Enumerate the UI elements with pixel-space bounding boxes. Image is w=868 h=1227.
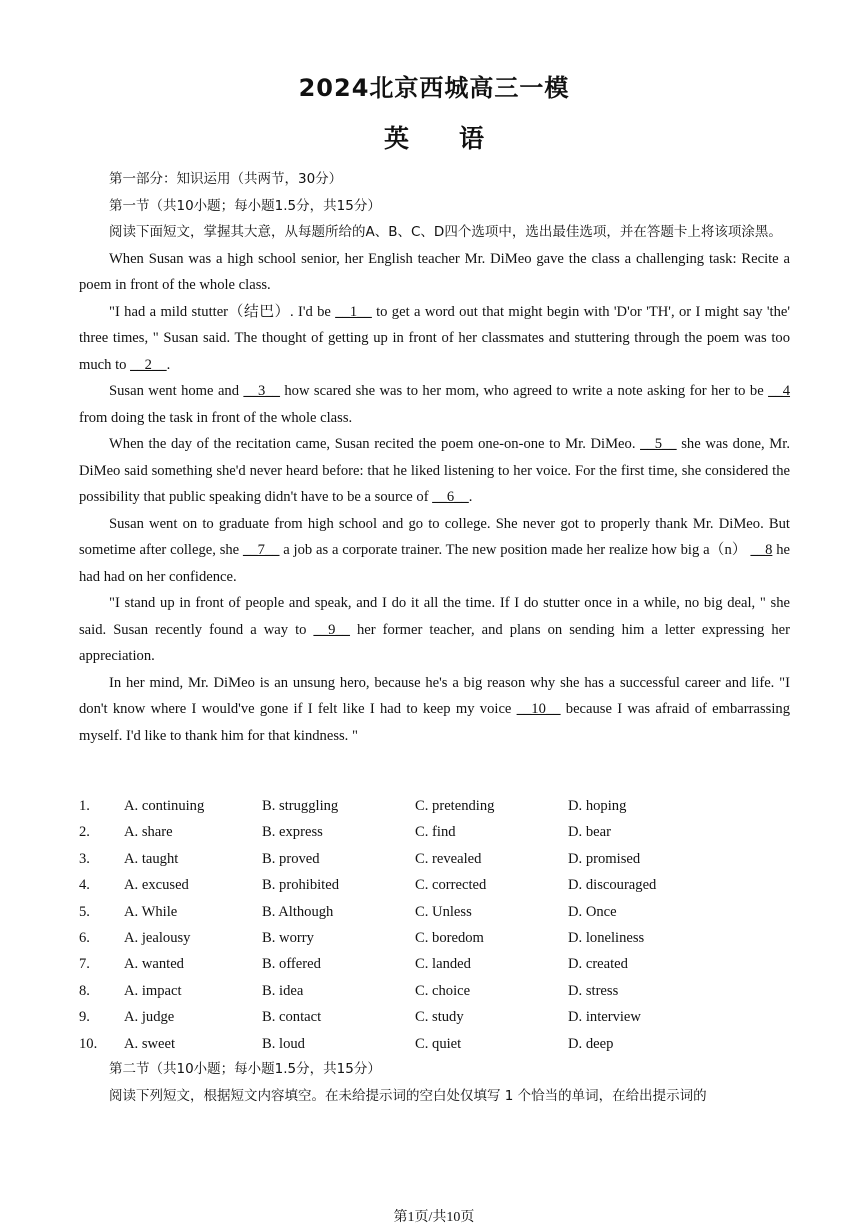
passage-text: a job as a corporate trainer. The new position made her realize how big a（n） — [279, 542, 751, 558]
passage-paragraph — [79, 670, 790, 750]
section2-heading: 第二节（共10小题；每小题1.5分，共15分） — [109, 1061, 381, 1077]
blank-5: __5__ — [640, 436, 677, 452]
option-a: A. share — [124, 824, 173, 841]
subject-title: 英语 — [383, 124, 534, 153]
option-a: A. judge — [124, 1009, 175, 1026]
option-b: B. Although — [262, 903, 334, 920]
section1-heading: 第一节（共10小题；每小题1.5分，共15分） — [109, 197, 381, 214]
question-number: 7. — [79, 956, 90, 973]
blank-2: __2__ — [130, 356, 167, 373]
question-number: 8. — [79, 982, 90, 999]
option-c: C. quiet — [415, 1035, 462, 1052]
option-b: B. worry — [262, 929, 314, 946]
question-number: 6. — [79, 929, 90, 946]
option-d: D. promised — [568, 850, 641, 867]
option-c: C. Unless — [415, 903, 472, 920]
passage-paragraph — [79, 431, 790, 511]
passage-paragraph — [79, 378, 790, 431]
question-number: 3. — [79, 850, 90, 867]
question-number: 2. — [79, 824, 90, 841]
option-c: C. choice — [415, 982, 471, 999]
blank-1: __1__ — [335, 303, 372, 320]
passage-text: to get a word out that might begin with 'D'or 'TH', or I might say 'the' three times, " Susan said. The thought of getting up in front of her classmates and stuttering through the poem was too much to — [79, 303, 790, 373]
option-b: B. offered — [262, 956, 321, 973]
passage-text: . — [468, 489, 473, 505]
page-number: 第1页/共10页 — [393, 1210, 475, 1225]
passage-text: In her mind, Mr. DiMeo is an unsung hero, because he's a big reason why she has a successful career and life. "I don't know where I would've gone if I felt like I had to keep my voice — [79, 674, 790, 717]
option-b: B. struggling — [262, 798, 339, 814]
option-b: B. contact — [262, 1009, 322, 1026]
option-a: A. excused — [124, 877, 189, 894]
blank-10: __10__ — [516, 701, 561, 717]
option-d: D. interview — [568, 1009, 641, 1026]
option-b: B. proved — [262, 850, 320, 867]
blank-8: __8 — [750, 542, 773, 558]
option-d: D. deep — [568, 1035, 614, 1052]
option-c: C. landed — [415, 956, 471, 973]
passage-text: . — [166, 356, 171, 373]
passage-text: When Susan was a high school senior, her English teacher Mr. DiMeo gave the class a challenging task: Recite a poem in front of the whole class. — [79, 250, 790, 293]
passage-text: how scared she was to her mom, who agreed to write a note asking for her to be — [279, 383, 769, 399]
blank-6: __6__ — [432, 489, 469, 505]
option-b: B. express — [262, 824, 323, 841]
question-number: 5. — [79, 903, 90, 920]
passage-text: her former teacher, and plans on sending him a letter expressing her appreciation. — [79, 621, 790, 664]
section2-instructions: 阅读下列短文，根据短文内容填空。在未给提示词的空白处仅填写 1 个恰当的单词，在给出提示词的 — [109, 1087, 707, 1104]
question-number: 1. — [79, 798, 90, 814]
section2-content — [79, 1056, 790, 1109]
section1-instructions: 阅读下面短文，掌握其大意，从每题所给的A、B、C、D四个选项中，选出最佳选项，并在答题卡上将该项涂黑。 — [109, 224, 782, 240]
option-b: B. prohibited — [262, 877, 340, 894]
option-c: C. pretending — [415, 798, 495, 814]
passage-text: she was done, Mr. DiMeo said something she'd never heard before: that he liked listening to her voice. For the first time, she considered the possibility that public speaking didn't have to be a source of — [79, 436, 790, 505]
option-d: D. loneliness — [568, 929, 645, 946]
passage-text: Susan went home and — [109, 383, 244, 399]
part1-heading: 第一部分：知识运用（共两节，30分） — [109, 171, 343, 187]
option-a: A. continuing — [124, 798, 205, 814]
passage-text: "I stand up in front of people and speak, and I do it all the time. If I do stutter once in a while, no big deal, " she said. Susan recently found a way to — [79, 595, 790, 638]
exam-title: 2024北京西城高三一模 — [298, 74, 570, 102]
blank-4: __4 — [768, 383, 791, 399]
question-number: 10. — [79, 1035, 98, 1052]
passage-text: because I was afraid of embarrassing myself. I'd like to thank him for that kindness. " — [79, 701, 790, 744]
passage-text: Susan went on to graduate from high school and go to college. She never got to properly thank Mr. DiMeo. But sometime after college, she — [79, 515, 790, 558]
option-c: C. boredom — [415, 929, 484, 946]
option-a: A. While — [124, 903, 178, 920]
passage-text: he had had on her confidence. — [79, 542, 790, 585]
blank-7: __7__ — [242, 542, 280, 558]
option-a: A. jealousy — [124, 929, 191, 946]
option-a: A. taught — [124, 850, 179, 867]
passage-paragraph — [79, 246, 790, 299]
option-a: A. sweet — [124, 1035, 176, 1052]
option-a: A. wanted — [124, 956, 184, 973]
passage-paragraph — [79, 590, 790, 670]
option-d: D. stress — [568, 982, 619, 999]
option-d: D. Once — [568, 903, 617, 920]
passage-text: from doing the task in front of the whole class. — [79, 409, 353, 426]
option-d: D. created — [568, 956, 628, 973]
blank-9: __9__ — [313, 621, 350, 638]
option-c: C. study — [415, 1009, 464, 1026]
option-d: D. bear — [568, 824, 611, 841]
passage-text: "I had a mild stutter（结巴）. I'd be — [109, 303, 336, 320]
option-d: D. hoping — [568, 798, 627, 814]
passage-paragraph — [79, 511, 790, 591]
passage-paragraph — [79, 299, 790, 379]
passage-text: When the day of the recitation came, Susan recited the poem one-on-one to Mr. DiMeo. — [109, 436, 641, 452]
question-number: 4. — [79, 877, 90, 894]
option-c: C. find — [415, 824, 456, 841]
part1-content — [79, 166, 790, 749]
option-c: C. corrected — [415, 877, 487, 894]
question-number: 9. — [79, 1009, 90, 1026]
option-b: B. idea — [262, 982, 304, 999]
option-c: C. revealed — [415, 850, 482, 867]
blank-3: __3__ — [243, 383, 280, 399]
option-d: D. discouraged — [568, 877, 657, 894]
option-b: B. loud — [262, 1035, 305, 1052]
option-a: A. impact — [124, 982, 182, 999]
